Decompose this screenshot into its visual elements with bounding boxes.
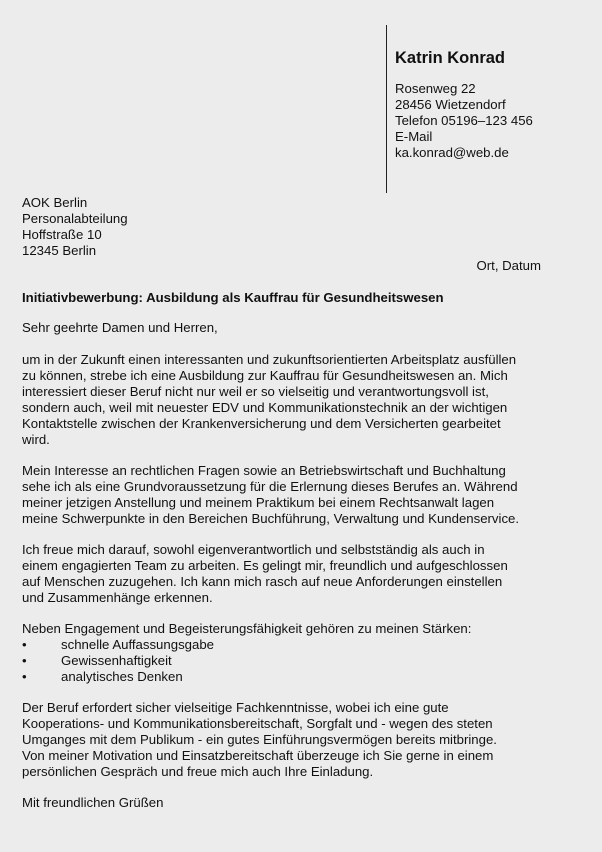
list-item-text: analytisches Denken [61, 669, 183, 685]
sender-email: ka.konrad@web.de [395, 145, 509, 161]
paragraph-line: auf Menschen zuzugehen. Ich kann mich rasch auf neue Anforderungen einstellen [22, 574, 503, 590]
sender-city: 28456 Wietzendorf [395, 97, 506, 113]
paragraph-strengths-intro [22, 621, 471, 637]
paragraph-line: Umganges mit dem Publikum - ein gutes Einführungsvermögen bereits mitbringe. [22, 732, 497, 748]
bullet-icon: • [22, 637, 27, 652]
paragraph-line: einem engagierten Team zu arbeiten. Es gelingt mir, freundlich und aufgeschlossen [22, 558, 508, 574]
paragraph-line: Von meiner Motivation und Einsatzbereitschaft überzeuge ich Sie gerne in einem [22, 748, 494, 764]
paragraph-line: Kontaktstelle zwischen der Krankenversicherung und dem Versicherten gearbeitet [22, 416, 501, 432]
sender-email-label: E-Mail [395, 129, 433, 145]
sender-divider-line [386, 25, 387, 193]
paragraph-line: und Zusammenhänge erkennen. [22, 590, 213, 606]
paragraph-line: sehe ich als eine Grundvoraussetzung für die Erlernung dieses Berufes an. Während [22, 479, 518, 495]
paragraph-line: interessiert dieser Beruf nicht nur weil er so vielseitig und verantwortungsvoll ist, [22, 384, 489, 400]
paragraph-line: um in der Zukunft einen interessanten und zukunftsorientierten Arbeitsplatz ausfüllen [22, 352, 517, 367]
sender-block [395, 47, 533, 161]
paragraph-line: sondern auch, weil mit neuester EDV und Kommunikationstechnik an der wichtigen [22, 400, 508, 416]
paragraph-teamwork [22, 542, 508, 606]
paragraph-line: Mein Interesse an rechtlichen Fragen sowie an Betriebswirtschaft und Buchhaltung [22, 463, 506, 478]
paragraph-line: meiner jetzigen Anstellung und meinem Praktikum bei einem Rechtsanwalt lagen [22, 495, 495, 511]
paragraph-line: persönlichen Gespräch und freue mich auch Ihre Einladung. [22, 764, 374, 780]
sender-street: Rosenweg 22 [395, 81, 476, 96]
list-item-text: schnelle Auffassungsgabe [61, 637, 214, 652]
salutation-text: Sehr geehrte Damen und Herren, [22, 320, 218, 335]
salutation [22, 320, 218, 336]
list-item-text: Gewissenhaftigkeit [61, 653, 172, 669]
paragraph-line: Neben Engagement und Begeisterungsfähigkeit gehören zu meinen Stärken: [22, 621, 472, 636]
place-date: Ort, Datum [476, 258, 541, 273]
paragraph-interests [22, 463, 519, 527]
recipient-address [22, 195, 128, 259]
bullet-icon: • [22, 653, 27, 669]
subject-line: Initiativbewerbung: Ausbildung als Kauffrau für Gesundheitswesen [22, 290, 444, 305]
bullet-icon: • [22, 669, 27, 685]
recipient-company: AOK Berlin [22, 195, 88, 210]
sender-phone: Telefon 05196–123 456 [395, 113, 533, 129]
paragraph-line: zu können, strebe ich eine Ausbildung zur Kauffrau für Gesundheitswesen an. Mich [22, 368, 508, 384]
paragraph-line: Kooperations- und Kommunikationsbereitschaft, Sorgfalt und - wegen des steten [22, 716, 493, 732]
sign-off [22, 795, 163, 811]
paragraph-closing [22, 700, 497, 780]
paragraph-motivation [22, 352, 516, 449]
sign-off-text: Mit freundlichen Grüßen [22, 795, 164, 810]
paragraph-line: meine Schwerpunkte in den Bereichen Buchführung, Verwaltung und Kundenservice. [22, 511, 520, 527]
sender-name: Katrin Konrad [395, 49, 506, 67]
paragraph-line: Der Beruf erfordert sicher vielseitige Fachkenntnisse, wobei ich eine gute [22, 700, 449, 715]
recipient-department: Personalabteilung [22, 211, 128, 227]
paragraph-line: wird. [22, 432, 50, 448]
paragraph-line: Ich freue mich darauf, sowohl eigenverantwortlich und selbstständig als auch in [22, 542, 485, 557]
recipient-street: Hoffstraße 10 [22, 227, 102, 243]
recipient-city: 12345 Berlin [22, 243, 97, 259]
